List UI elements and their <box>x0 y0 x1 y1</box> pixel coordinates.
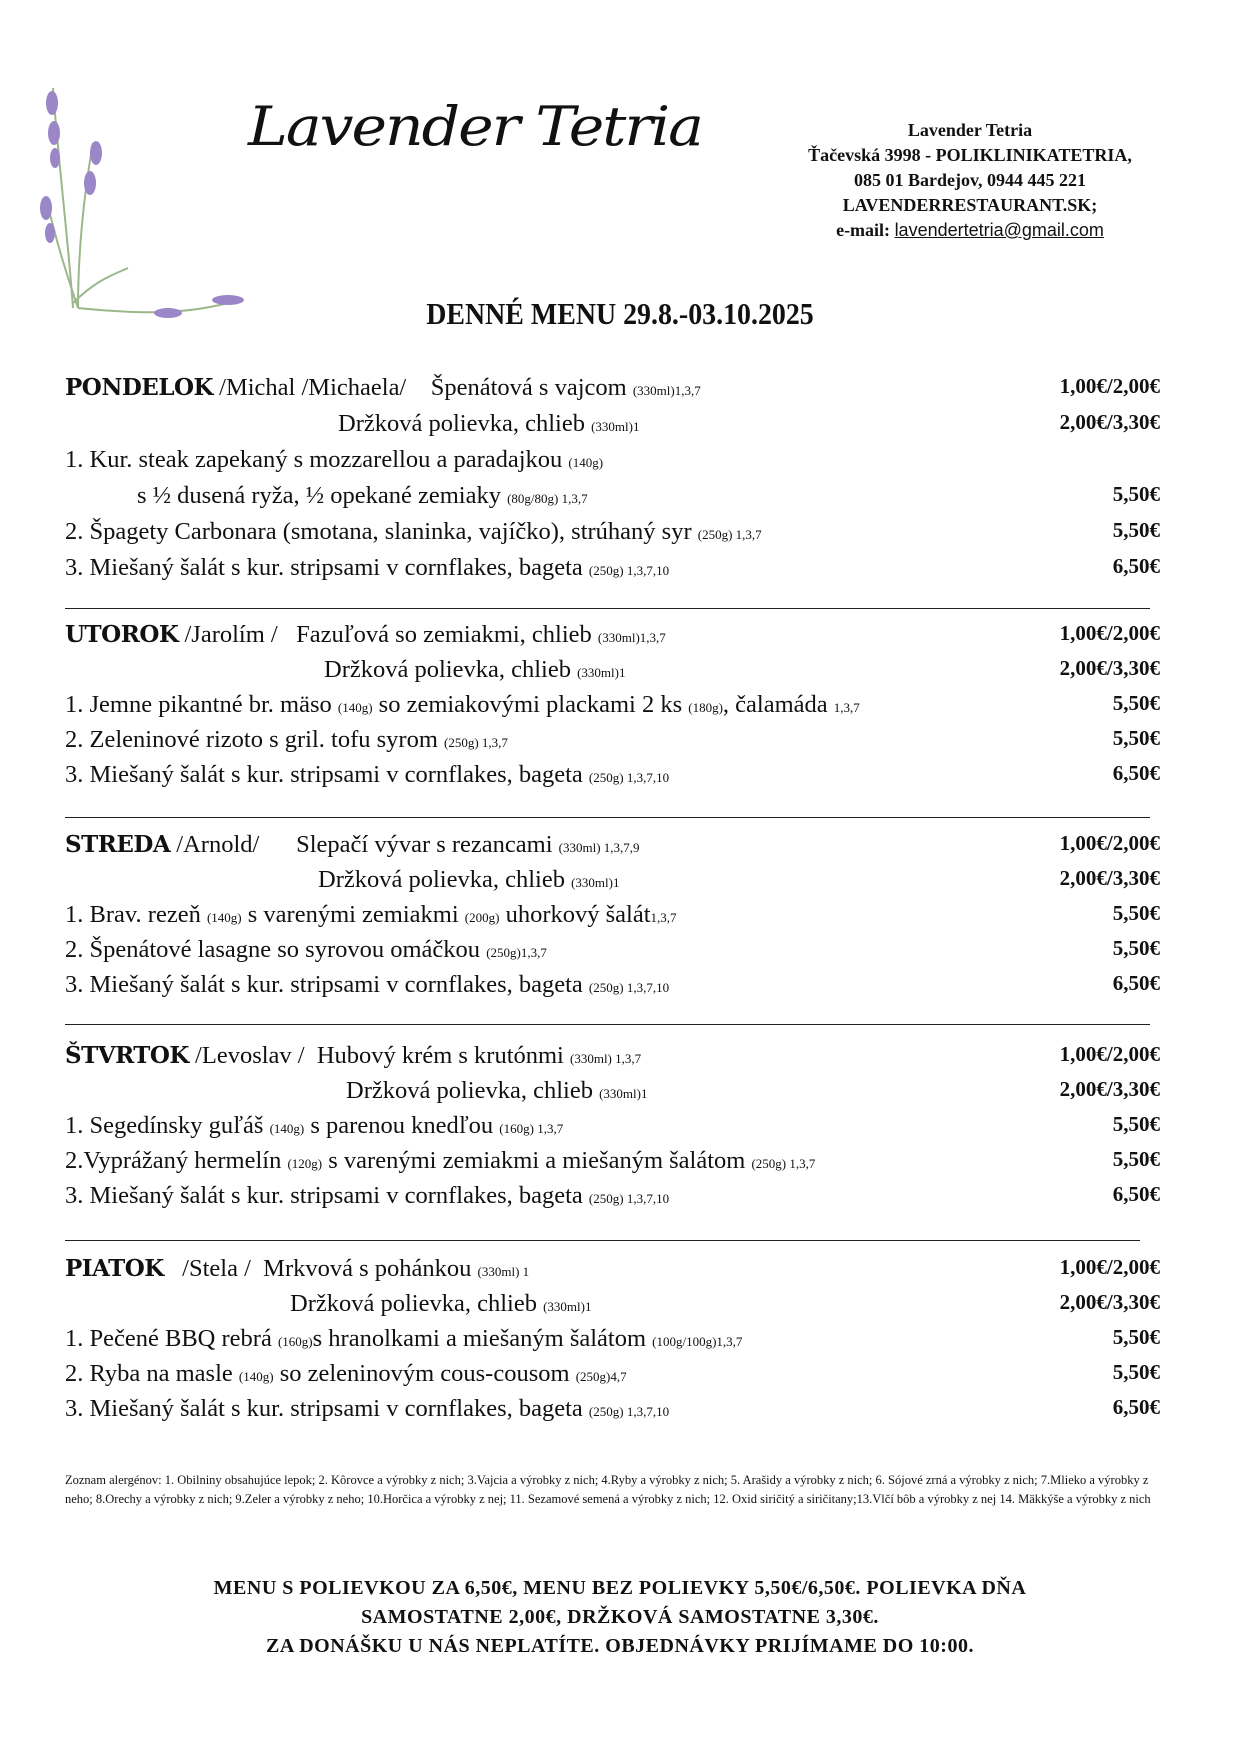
item-weight-allergens: (120g) <box>287 1156 323 1171</box>
item-name: s hranolkami a miešaným šalátom <box>312 1325 653 1352</box>
item-name: Fazuľová so zemiakmi, chlieb <box>296 621 598 648</box>
contact-city-phone: 085 01 Bardejov, 0944 445 221 <box>854 170 1086 190</box>
item-name: so zemiakovými plackami 2 ks <box>372 691 689 718</box>
menu-item-text <box>65 831 640 859</box>
menu-item-text <box>65 1042 641 1070</box>
item-weight-allergens: 1,3,7 <box>833 700 860 715</box>
menu-row <box>65 1395 1160 1431</box>
item-weight-allergens: 1,3,7 <box>650 910 677 925</box>
menu-row <box>65 446 1160 482</box>
item-weight-allergens: (250g) 1,3,7,10 <box>588 563 670 578</box>
item-weight-allergens: (250g)1,3,7 <box>486 945 547 960</box>
item-price: 1,00€/2,00€ <box>1059 1042 1160 1066</box>
name-day: /Jarolím / <box>178 621 297 648</box>
item-name: Mrkvová s pohánkou <box>263 1255 478 1282</box>
item-name: 3. Miešaný šalát s kur. stripsami v cornflakes, bageta <box>65 554 589 581</box>
item-name: Držková polievka, chlieb <box>324 656 578 683</box>
allergen-list: Zoznam alergénov: 1. Obilniny obsahujúce lepok; 2. Kôrovce a výrobky z nich; 3.Vajcia a výrobky z nich; 4.Ryby a výrobky z nich; 5. Arašidy a výrobky z nich; 6. Sójové zrná a výrobky z nich; 7.Mlieko a výrobky z neho; 8.Orechy a výrobky z nich; 9.Zeler a výrobky z neho; 10.Horčica a výrobky z nej; 11. Sezamové semená a výrobky z nich; 12. Oxid siričitý a siričitany;13.Vlčí bôb a výrobky z nej 14. Mäkkýše a výrobky z nich <box>65 1473 1151 1506</box>
item-weight-allergens: (180g) <box>688 700 723 715</box>
item-weight-allergens: (330ml)1 <box>599 1086 648 1101</box>
menu-item-text <box>65 621 666 649</box>
menu-item-text <box>65 1182 669 1210</box>
item-weight-allergens: (250g) 1,3,7 <box>697 527 762 542</box>
menu-row <box>65 866 1160 902</box>
item-name: 2. Špenátové lasagne so syrovou omáčkou <box>65 936 487 963</box>
item-weight-allergens: (330ml) 1 <box>477 1264 530 1279</box>
item-price: 5,50€ <box>1112 1112 1160 1136</box>
item-name: s varenými zemiakmi <box>241 901 465 928</box>
menu-row <box>65 1255 1160 1291</box>
item-weight-allergens: (250g) 1,3,7,10 <box>588 770 670 785</box>
menu-item-text <box>65 691 860 719</box>
item-weight-allergens: (250g) 1,3,7,10 <box>588 1404 670 1419</box>
email-label: e-mail: <box>836 220 891 240</box>
item-price: 5,50€ <box>1112 1360 1160 1384</box>
menu-row <box>65 656 1160 692</box>
menu-item-text <box>65 1255 529 1283</box>
item-weight-allergens: (250g) 1,3,7,10 <box>588 1191 670 1206</box>
name-day: /Levoslav / <box>188 1042 317 1069</box>
item-price: 5,50€ <box>1112 1147 1160 1171</box>
item-weight-allergens: (250g) 1,3,7 <box>444 735 508 750</box>
item-weight-allergens: (140g) <box>206 910 242 925</box>
menu-row <box>65 1042 1160 1078</box>
footer-notes <box>0 1574 1240 1661</box>
menu-row <box>65 1147 1160 1183</box>
item-name: Držková polievka, chlieb <box>290 1290 544 1317</box>
contact-website: LAVENDERRESTAURANT.SK; <box>842 195 1098 215</box>
item-price: 5,50€ <box>1112 518 1160 542</box>
item-name: 2. Zeleninové rizoto s gril. tofu syrom <box>65 726 444 753</box>
email-link[interactable]: lavendertetria@gmail.com <box>894 220 1104 240</box>
item-name: 1. Kur. steak zapekaný s mozzarellou a paradajkou <box>65 446 569 473</box>
item-name: , čalamáda <box>722 691 834 718</box>
item-price: 5,50€ <box>1112 726 1160 750</box>
contact-email-line <box>770 218 1170 243</box>
item-weight-allergens: (250g) 1,3,7,10 <box>588 980 670 995</box>
item-name: Slepačí vývar s rezancami <box>296 831 559 858</box>
footer-line: MENU S POLIEVKOU ZA 6,50€, MENU BEZ POLIEVKY 5,50€/6,50€. POLIEVKA DŇA <box>213 1577 1027 1599</box>
item-price: 6,50€ <box>1112 1395 1160 1419</box>
item-weight-allergens: (250g) 1,3,7 <box>751 1156 816 1171</box>
item-price: 2,00€/3,30€ <box>1059 866 1160 890</box>
item-price: 5,50€ <box>1112 901 1160 925</box>
menu-item-text <box>65 1112 563 1140</box>
item-name: so zeleninovým cous-cousom <box>273 1360 576 1387</box>
menu-item-text <box>65 761 669 789</box>
menu-row <box>65 554 1160 590</box>
item-price: 5,50€ <box>1112 1325 1160 1349</box>
item-price: 6,50€ <box>1112 971 1160 995</box>
menu-item-text <box>65 518 762 546</box>
menu-item-text <box>65 1325 742 1353</box>
menu-row <box>65 936 1160 972</box>
menu-item-text <box>65 1147 815 1175</box>
item-price: 6,50€ <box>1112 1182 1160 1206</box>
item-weight-allergens: (330ml)1 <box>591 419 640 434</box>
day-separator <box>65 817 1150 818</box>
contact-block <box>770 118 1170 243</box>
item-price: 5,50€ <box>1112 691 1160 715</box>
menu-row <box>65 726 1160 762</box>
menu-row <box>65 901 1160 937</box>
item-name: 2.Vyprážaný hermelín <box>65 1147 288 1174</box>
item-weight-allergens: (200g) <box>464 910 500 925</box>
name-day: /Stela / <box>163 1255 264 1282</box>
menu-row <box>65 1182 1160 1218</box>
menu-row <box>65 1325 1160 1361</box>
menu-item-text <box>290 1290 591 1318</box>
item-weight-allergens: (330ml) 1,3,7 <box>570 1051 642 1066</box>
item-name: 2. Špagety Carbonara (smotana, slaninka, vajíčko), strúhaný syr <box>65 518 698 545</box>
menu-item-text <box>137 482 588 510</box>
page-title: DENNÉ MENU 29.8.-03.10.2025 <box>426 296 814 331</box>
item-price: 1,00€/2,00€ <box>1059 621 1160 645</box>
menu-item-text <box>65 726 508 754</box>
item-price: 1,00€/2,00€ <box>1059 374 1160 398</box>
day-name: STREDA <box>65 831 171 858</box>
item-weight-allergens: (330ml)1 <box>571 875 620 890</box>
day-name: PONDELOK <box>65 374 214 401</box>
item-weight-allergens: (160g) <box>277 1334 313 1349</box>
item-name: Špenátová s vajcom <box>430 374 633 401</box>
menu-item-text <box>65 374 701 402</box>
menu-item-text <box>65 446 603 474</box>
item-weight-allergens: (330ml)1 <box>577 665 626 680</box>
menu-row <box>65 1290 1160 1326</box>
menu-item-text <box>65 971 669 999</box>
item-weight-allergens: (330ml)1 <box>543 1299 592 1314</box>
menu-row <box>65 482 1160 518</box>
menu-item-text <box>65 1395 669 1423</box>
item-name: s varenými zemiakmi a miešaným šalátom <box>322 1147 752 1174</box>
item-name: 1. Pečené BBQ rebrá <box>65 1325 278 1352</box>
name-day: /Arnold/ <box>170 831 297 858</box>
item-weight-allergens: (330ml)1,3,7 <box>632 383 701 398</box>
day-separator <box>65 1024 1150 1025</box>
item-name: Hubový krém s krutónmi <box>316 1042 570 1069</box>
item-price: 5,50€ <box>1112 482 1160 506</box>
item-name: s ½ dusená ryža, ½ opekané zemiaky <box>137 482 508 509</box>
item-name: 3. Miešaný šalát s kur. stripsami v cornflakes, bageta <box>65 1182 589 1209</box>
item-weight-allergens: (330ml)1,3,7 <box>597 630 666 645</box>
item-name: 2. Ryba na masle <box>65 1360 239 1387</box>
day-name: UTOROK <box>65 621 179 648</box>
day-name: ŠTVRTOK <box>65 1042 189 1069</box>
day-separator <box>65 608 1150 609</box>
item-name: 1. Jemne pikantné br. mäso <box>65 691 338 718</box>
contact-address: Ťačevská 3998 - POLIKLINIKATETRIA, <box>808 145 1132 165</box>
menu-row <box>65 761 1160 797</box>
item-weight-allergens: (250g)4,7 <box>575 1369 627 1384</box>
menu-row <box>65 410 1160 446</box>
item-name: 3. Miešaný šalát s kur. stripsami v cornflakes, bageta <box>65 1395 589 1422</box>
menu-row <box>65 1360 1160 1396</box>
item-price: 2,00€/3,30€ <box>1059 410 1160 434</box>
footer-line: SAMOSTATNE 2,00€, DRŽKOVÁ SAMOSTATNE 3,30€. <box>361 1606 879 1628</box>
day-separator <box>65 1240 1140 1241</box>
item-price: 1,00€/2,00€ <box>1059 831 1160 855</box>
item-price: 2,00€/3,30€ <box>1059 1290 1160 1314</box>
item-weight-allergens: (160g) 1,3,7 <box>499 1121 564 1136</box>
day-name: PIATOK <box>65 1255 164 1282</box>
item-weight-allergens: (80g/80g) 1,3,7 <box>507 491 588 506</box>
menu-item-text <box>338 410 639 438</box>
item-price: 6,50€ <box>1112 761 1160 785</box>
restaurant-logo: Lavender Tetria <box>248 95 702 159</box>
menu-item-text <box>65 901 677 929</box>
item-weight-allergens: (140g) <box>269 1121 305 1136</box>
item-weight-allergens: (330ml) 1,3,7,9 <box>558 840 640 855</box>
item-name: 1. Brav. rezeň <box>65 901 207 928</box>
item-name: 3. Miešaný šalát s kur. stripsami v cornflakes, bageta <box>65 761 589 788</box>
item-name: 3. Miešaný šalát s kur. stripsami v cornflakes, bageta <box>65 971 589 998</box>
item-weight-allergens: (140g) <box>238 1369 274 1384</box>
menu-row <box>65 1112 1160 1148</box>
footer-line: ZA DONÁŠKU U NÁS NEPLATÍTE. OBJEDNÁVKY PRIJÍMAME DO 10:00. <box>266 1635 974 1657</box>
item-name: s parenou knedľou <box>304 1112 500 1139</box>
menu-item-text <box>346 1077 647 1105</box>
item-price: 6,50€ <box>1112 554 1160 578</box>
item-weight-allergens: (140g) <box>568 455 604 470</box>
item-name: 1. Segedínsky guľáš <box>65 1112 270 1139</box>
menu-item-text <box>65 1360 627 1388</box>
menu-item-text <box>65 554 669 582</box>
item-name: Držková polievka, chlieb <box>346 1077 600 1104</box>
menu-row <box>65 621 1160 657</box>
item-name: uhorkový šalát <box>499 901 651 928</box>
item-price: 2,00€/3,30€ <box>1059 1077 1160 1101</box>
menu-item-text <box>324 656 625 684</box>
item-price: 5,50€ <box>1112 936 1160 960</box>
item-weight-allergens: (100g/100g)1,3,7 <box>652 1334 743 1349</box>
menu-row <box>65 691 1160 727</box>
contact-name: Lavender Tetria <box>907 120 1033 140</box>
item-price: 2,00€/3,30€ <box>1059 656 1160 680</box>
menu-row <box>65 831 1160 867</box>
menu-row <box>65 374 1160 410</box>
menu-row <box>65 971 1160 1007</box>
item-weight-allergens: (140g) <box>337 700 373 715</box>
menu-row <box>65 518 1160 554</box>
menu-item-text <box>318 866 619 894</box>
name-day: /Michal /Michaela/ <box>213 374 431 401</box>
item-name: Držková polievka, chlieb <box>318 866 572 893</box>
menu-item-text <box>65 936 547 964</box>
item-price: 1,00€/2,00€ <box>1059 1255 1160 1279</box>
menu-row <box>65 1077 1160 1113</box>
item-name: Držková polievka, chlieb <box>338 410 592 437</box>
